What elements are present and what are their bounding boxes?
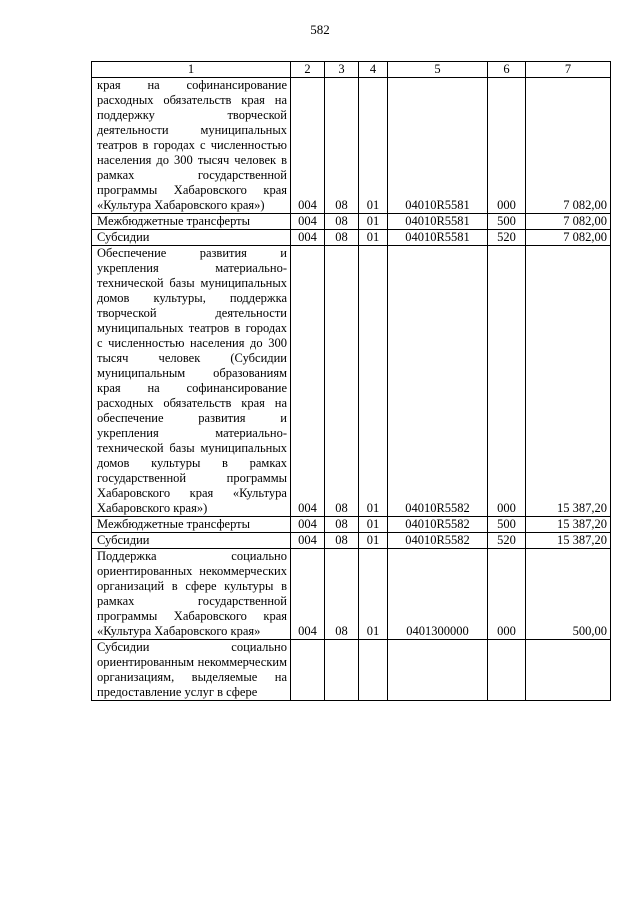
row-ministry-code: 004 xyxy=(291,214,325,230)
row-target-article: 04010R5582 xyxy=(388,246,488,517)
row-ministry-code: 004 xyxy=(291,549,325,640)
header-col-4: 4 xyxy=(359,62,388,78)
row-expense-type: 520 xyxy=(488,230,526,246)
row-expense-type: 500 xyxy=(488,517,526,533)
row-ministry-code xyxy=(291,640,325,701)
table-header-row xyxy=(92,62,611,78)
header-col-3: 3 xyxy=(325,62,359,78)
row-subsection-code: 01 xyxy=(359,230,388,246)
header-col-7: 7 xyxy=(526,62,611,78)
header-col-2: 2 xyxy=(291,62,325,78)
row-target-article: 04010R5581 xyxy=(388,78,488,214)
row-section-code: 08 xyxy=(325,230,359,246)
row-ministry-code: 004 xyxy=(291,230,325,246)
row-description: Субсидии xyxy=(92,230,291,246)
header-col-1: 1 xyxy=(92,62,291,78)
row-expense-type: 500 xyxy=(488,214,526,230)
row-target-article: 0401300000 xyxy=(388,549,488,640)
table-row xyxy=(92,78,611,214)
row-amount: 15 387,20 xyxy=(526,246,611,517)
row-expense-type: 000 xyxy=(488,549,526,640)
table-row xyxy=(92,214,611,230)
row-section-code xyxy=(325,640,359,701)
row-description: края на софинансирование расходных обязательств края на поддержку творческой деятельности муниципальных театров в городах с численностью населения до 300 тысяч человек в рамках государственной программы Хабаровского края «Культура Хабаровского края») xyxy=(92,78,291,214)
row-section-code: 08 xyxy=(325,549,359,640)
row-target-article xyxy=(388,640,488,701)
row-amount: 7 082,00 xyxy=(526,78,611,214)
row-section-code: 08 xyxy=(325,214,359,230)
table-row xyxy=(92,230,611,246)
budget-table xyxy=(91,61,611,701)
row-amount: 15 387,20 xyxy=(526,517,611,533)
row-ministry-code: 004 xyxy=(291,246,325,517)
table-row xyxy=(92,640,611,701)
row-subsection-code: 01 xyxy=(359,214,388,230)
row-amount: 500,00 xyxy=(526,549,611,640)
row-target-article: 04010R5582 xyxy=(388,533,488,549)
row-section-code: 08 xyxy=(325,533,359,549)
table-row xyxy=(92,533,611,549)
row-amount xyxy=(526,640,611,701)
row-subsection-code: 01 xyxy=(359,517,388,533)
row-subsection-code: 01 xyxy=(359,246,388,517)
table-row xyxy=(92,549,611,640)
page-number: 582 xyxy=(310,22,330,37)
table-row xyxy=(92,246,611,517)
row-expense-type: 000 xyxy=(488,78,526,214)
row-description: Субсидии социально ориентированным некоммерческим организациям, выделяемые на предоставление услуг в сфере xyxy=(92,640,291,701)
header-col-5: 5 xyxy=(388,62,488,78)
row-subsection-code xyxy=(359,640,388,701)
row-target-article: 04010R5582 xyxy=(388,517,488,533)
row-description: Поддержка социально ориентированных некоммерческих организаций в сфере культуры в рамках государственной программы Хабаровского края «Культура Хабаровского края» xyxy=(92,549,291,640)
row-description: Субсидии xyxy=(92,533,291,549)
row-section-code: 08 xyxy=(325,517,359,533)
row-expense-type: 000 xyxy=(488,246,526,517)
row-amount: 7 082,00 xyxy=(526,214,611,230)
table-row xyxy=(92,517,611,533)
row-subsection-code: 01 xyxy=(359,533,388,549)
row-ministry-code: 004 xyxy=(291,78,325,214)
row-description: Межбюджетные трансферты xyxy=(92,214,291,230)
row-ministry-code: 004 xyxy=(291,517,325,533)
row-section-code: 08 xyxy=(325,78,359,214)
row-expense-type xyxy=(488,640,526,701)
row-description: Межбюджетные трансферты xyxy=(92,517,291,533)
row-section-code: 08 xyxy=(325,246,359,517)
row-ministry-code: 004 xyxy=(291,533,325,549)
row-amount: 7 082,00 xyxy=(526,230,611,246)
row-target-article: 04010R5581 xyxy=(388,214,488,230)
header-col-6: 6 xyxy=(488,62,526,78)
row-expense-type: 520 xyxy=(488,533,526,549)
row-target-article: 04010R5581 xyxy=(388,230,488,246)
row-subsection-code: 01 xyxy=(359,549,388,640)
row-amount: 15 387,20 xyxy=(526,533,611,549)
row-description: Обеспечение развития и укрепления материально-технической базы муниципальных домов культуры, поддержка творческой деятельности муниципальных театров в городах с численностью населения до 300 тысяч человек (Субсидии муниципальным образованиям края на софинансирование расходных обязательств края на обеспечение развития и укрепления материально-технической базы муниципальных домов культуры в рамках государственной программы Хабаровского края «Культура Хабаровского края») xyxy=(92,246,291,517)
row-subsection-code: 01 xyxy=(359,78,388,214)
